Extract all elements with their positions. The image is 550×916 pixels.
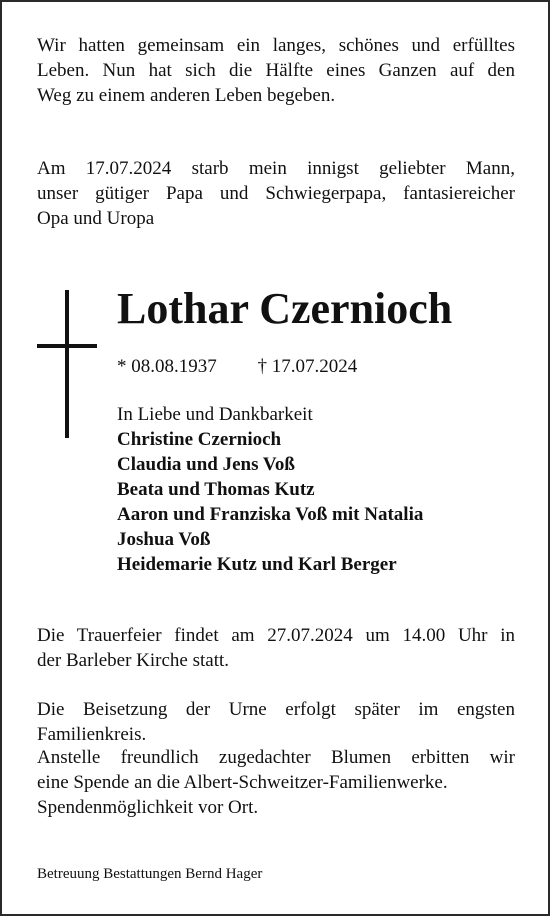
burial-paragraph [37,697,515,747]
list-item: Christine Czernioch [117,429,282,450]
cross-icon-bar [37,344,97,348]
text-line: Opa und Uropa [37,208,155,229]
text-line: Anstelle freundlich zugedachter Blumen erbitten wir [37,747,515,768]
text-line: Am 17.07.2024 starb mein innigst geliebter Mann, [37,158,515,179]
mourners-list [117,427,423,577]
life-dates [117,354,357,379]
funeral-home-credit: Betreuung Bestattungen Bernd Hager [37,866,263,882]
list-item: Beata und Thomas Kutz [117,479,315,500]
text-line: Familienkreis. [37,724,147,745]
text-line: Wir hatten gemeinsam ein langes, schönes und erfülltes [37,35,515,56]
text-line: unser gütiger Papa und Schwiegerpapa, fantasiereicher [37,183,515,204]
mourners-intro: In Liebe und Dankbarkeit [117,404,313,425]
birth-date: * 08.08.1937 [117,356,217,377]
text-line: Die Trauerfeier findet am 27.07.2024 um 14.00 Uhr in [37,625,515,646]
list-item: Joshua Voß [117,529,211,550]
flowers-paragraph [37,745,515,820]
list-item: Aaron und Franziska Voß mit Natalia [117,504,424,525]
text-line: Weg zu einem anderen Leben begeben. [37,85,336,106]
death-announcement-paragraph [37,156,515,231]
text-line: Leben. Nun hat sich die Hälfte eines Ganzen auf den [37,60,515,81]
list-item: Claudia und Jens Voß [117,454,295,475]
intro-paragraph [37,33,515,108]
list-item: Heidemarie Kutz und Karl Berger [117,554,397,575]
cross-icon [65,290,69,438]
death-date: † 17.07.2024 [257,356,358,377]
text-line: Spendenmöglichkeit vor Ort. [37,797,259,818]
mourners-block [117,402,423,577]
deceased-name: Lothar Czernioch [117,284,453,333]
text-line: Die Beisetzung der Urne erfolgt später im engsten [37,699,515,720]
text-line: der Barleber Kirche statt. [37,650,230,671]
funeral-paragraph [37,623,515,673]
text-line: eine Spende an die Albert-Schweitzer-Familienwerke. [37,772,448,793]
